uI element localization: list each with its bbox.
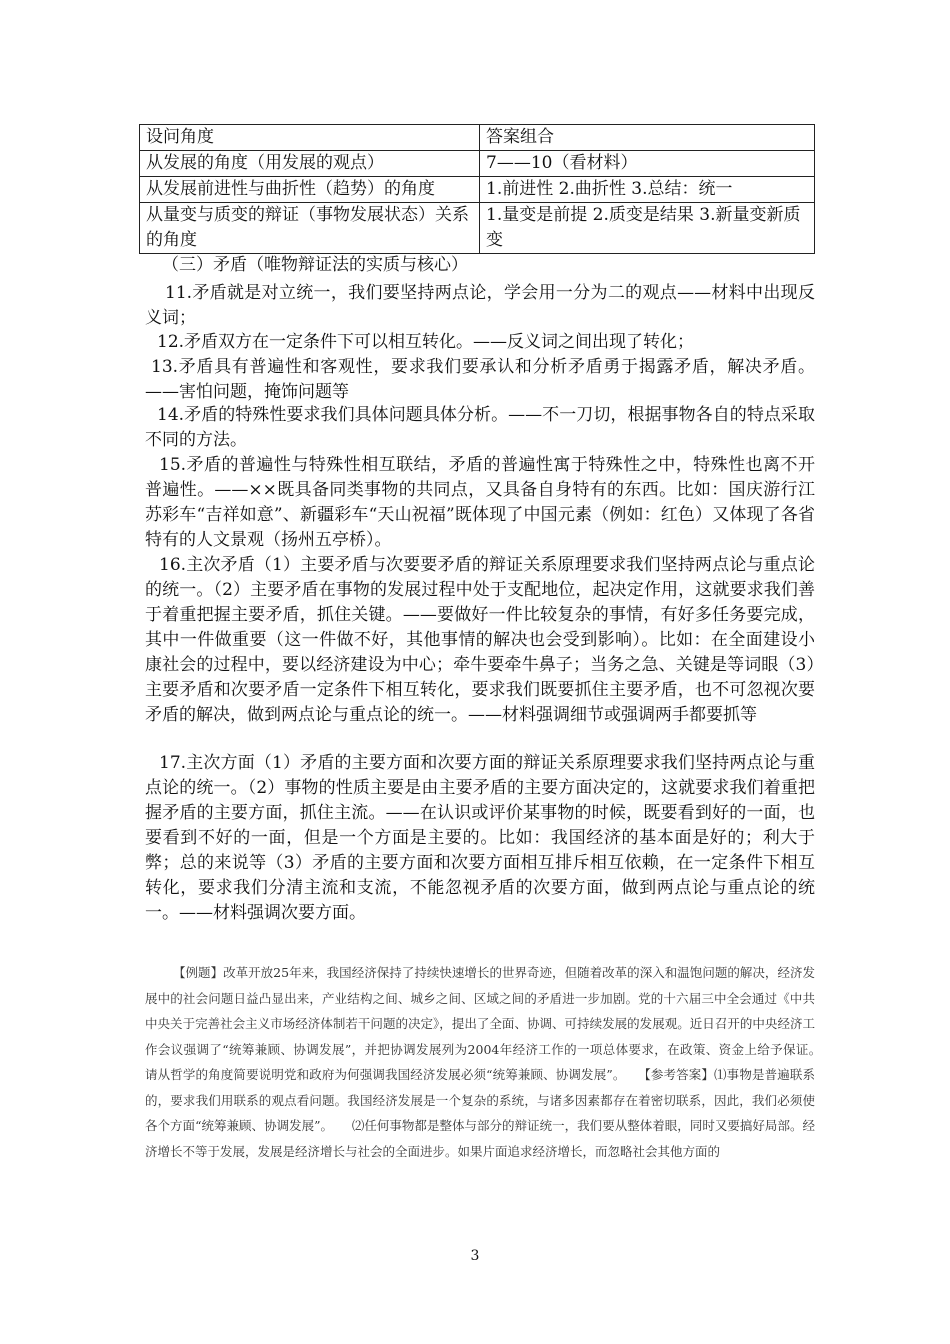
table-cell: 1.前进性 2.曲折性 3.总结：统一 — [480, 177, 815, 203]
table-cell: 从量变与质变的辩证（事物发展状态）关系的角度 — [140, 203, 480, 254]
page-number: 3 — [470, 1248, 480, 1264]
paragraph-14: 14.矛盾的特殊性要求我们具体问题具体分析。——不一刀切，根据事物各自的特点采取不同的方法。 — [145, 405, 815, 450]
table-header-cell: 答案组合 — [480, 125, 815, 151]
paragraph-16: 16.主次矛盾（1）主要矛盾与次要要矛盾的辩证关系原理要求我们坚持两点论与重点论的统一。（2）主要矛盾在事物的发展过程中处于支配地位，起决定作用，这就要求我们善于着重把握主要矛盾，抓住关键。——要做好一件比较复杂的事情，有好多任务要完成，其中一件做重要（这一件做不好，其他事情的解决也会受到影响）。比如：在全面建设小康社会的过程中，要以经济建设为中心；牵牛要牵牛鼻子；当务之急、关键是等词眼（3）主要矛盾和次要矛盾一定条件下相互转化，要求我们既要抓住主要矛盾，也不可忽视次要矛盾的解决，做到两点论与重点论的统一。——材料强调细节或强调两手都要抓等 — [145, 555, 815, 725]
paragraph-15: 15.矛盾的普遍性与特殊性相互联结，矛盾的普遍性寓于特殊性之中，特殊性也离不开普遍性。——××既具备同类事物的共同点，又具备自身特有的东西。比如：国庆游行江苏彩车“吉祥如意”、新疆彩车“天山祝福”既体现了中国元素（例如：红色）又体现了各省特有的人文景观（扬州五亭桥）。 — [145, 455, 815, 550]
section-heading: （三）矛盾（唯物辩证法的实质与核心） — [162, 255, 468, 275]
table-cell: 7——10（看材料） — [480, 151, 815, 177]
table-row — [140, 177, 815, 203]
table-row — [140, 203, 815, 254]
paragraph-13: 13.矛盾具有普遍性和客观性，要求我们要承认和分析矛盾勇于揭露矛盾，解决矛盾。——害怕问题，掩饰问题等 — [145, 357, 815, 402]
table-header-row — [140, 125, 815, 151]
table-row — [140, 151, 815, 177]
paragraph-17: 17.主次方面（1）矛盾的主要方面和次要方面的辩证关系原理要求我们坚持两点论与重点论的统一。（2）事物的性质主要是由主要矛盾的主要方面决定的，这就要求我们着重把握矛盾的主要方面，抓住主流。——在认识或评价某事物的时候，既要看到好的一面，也要看到不好的一面，但是一个方面是主要的。比如：我国经济的基本面是好的；利大于弊；总的来说等（3）矛盾的主要方面和次要方面相互排斥相互依赖，在一定条件下相互转化，要求我们分清主流和支流，不能忽视矛盾的次要方面，做到两点论与重点论的统一。——材料强调次要方面。 — [145, 753, 815, 923]
table-cell: 从发展前进性与曲折性（趋势）的角度 — [140, 177, 480, 203]
paragraph-12: 12.矛盾双方在一定条件下可以相互转化。——反义词之间出现了转化； — [157, 332, 695, 352]
table-header-cell: 设问角度 — [140, 125, 480, 151]
table-cell: 从发展的角度（用发展的观点） — [140, 151, 480, 177]
table-cell: 1.量变是前提 2.质变是结果 3.新量变新质变 — [480, 203, 815, 254]
example-question: 【例题】改革开放25年来，我国经济保持了持续快速增长的世界奇迹，但随着改革的深入和温饱问题的解决，经济发展中的社会问题日益凸显出来，产业结构之间、城乡之间、区域之间的矛盾进一步加剧。党的十六届三中全会通过《中共中央关于完善社会主义市场经济体制若干问题的决定》，提出了全面、协调、可持续发展的发展观。近日召开的中央经济工作会议强调了“统筹兼顾、协调发展”，并把协调发展列为2004年经济工作的一项总体要求，在政策、资金上给予保证。 请从哲学的角度简要说明党和政府为何强调我国经济发展必须“统筹兼顾、协调发展”。 【参考答案】⑴事物是普遍联系的，要求我们用联系的观点看问题。我国经济发展是一个复杂的系统，与诸多因素都存在着密切联系，因此，我们必须使各个方面“统筹兼顾、协调发展”。 ⑵任何事物都是整体与部分的辩证统一，我们要从整体着眼，同时又要搞好局部。经济增长不等于发展，发展是经济增长与社会的全面进步。如果片面追求经济增长，而忽略社会其他方面的 — [145, 965, 841, 1159]
paragraph-11: 11.矛盾就是对立统一，我们要坚持两点论，学会用一分为二的观点——材料中出现反义词； — [145, 283, 815, 328]
answer-angle-table — [139, 124, 815, 254]
